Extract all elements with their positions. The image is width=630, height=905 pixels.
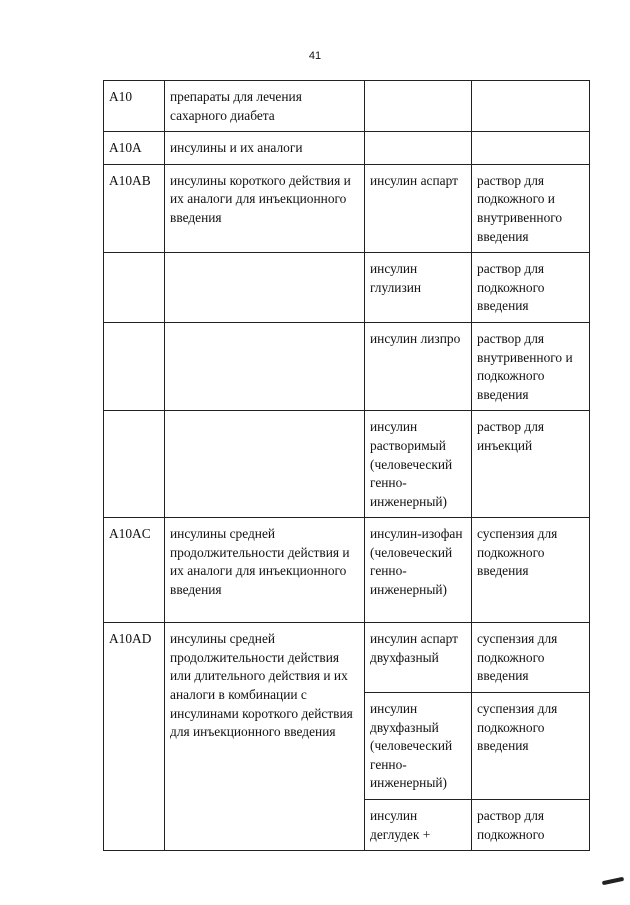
atc-code-cell: A10AB [104,164,165,252]
drug-name-cell: инсулин-изофан (человеческий генно-инженерный) [365,518,472,623]
group-name-cell: инсулины и их аналоги [165,132,365,165]
page-number: 41 [308,50,322,62]
drug-name-cell: инсулин глулизин [365,253,472,323]
table-row [104,623,590,693]
group-name-cell [165,253,365,323]
dosage-form-cell: раствор для подкожного [472,800,590,851]
drug-table [103,80,590,851]
table-row [104,322,590,410]
drug-name-cell: инсулин двухфазный (человеческий генно-инженерный) [365,693,472,800]
table-row [104,81,590,132]
table-row [104,132,590,165]
dosage-form-cell: раствор для внутривенного и подкожного введения [472,322,590,410]
group-name-cell: инсулины короткого действия и их аналоги для инъекционного введения [165,164,365,252]
drug-name-cell [365,81,472,132]
atc-code-cell: A10A [104,132,165,165]
dosage-form-cell: раствор для подкожного введения [472,253,590,323]
dosage-form-cell: суспензия для подкожного введения [472,518,590,623]
dosage-form-cell: раствор для подкожного и внутривенного введения [472,164,590,252]
atc-code-cell: A10AC [104,518,165,623]
group-name-cell: инсулины средней продолжительности действия и их аналоги для инъекционного введения [165,518,365,623]
atc-code-cell [104,322,165,410]
table-row [104,411,590,518]
atc-code-cell [104,253,165,323]
table-row [104,518,590,623]
drug-name-cell: инсулин деглудек + [365,800,472,851]
drug-name-cell [365,132,472,165]
dosage-form-cell [472,132,590,165]
drug-name-cell: инсулин лизпро [365,322,472,410]
table-row [104,253,590,323]
drug-name-cell: инсулин растворимый (человеческий генно-инженерный) [365,411,472,518]
atc-code-cell: A10 [104,81,165,132]
dosage-form-cell [472,81,590,132]
drug-name-cell: инсулин аспарт [365,164,472,252]
atc-code-cell: A10AD [104,623,165,851]
table-row [104,164,590,252]
group-name-cell: препараты для лечения сахарного диабета [165,81,365,132]
dosage-form-cell: раствор для инъекций [472,411,590,518]
group-name-cell [165,322,365,410]
atc-code-cell [104,411,165,518]
group-name-cell: инсулины средней продолжительности действия или длительного действия и их аналоги в комбинации с инсулинами короткого действия для инъекционного введения [165,623,365,851]
scan-mark [602,877,624,885]
group-name-cell [165,411,365,518]
dosage-form-cell: суспензия для подкожного введения [472,693,590,800]
dosage-form-cell: суспензия для подкожного введения [472,623,590,693]
drug-name-cell: инсулин аспарт двухфазный [365,623,472,693]
